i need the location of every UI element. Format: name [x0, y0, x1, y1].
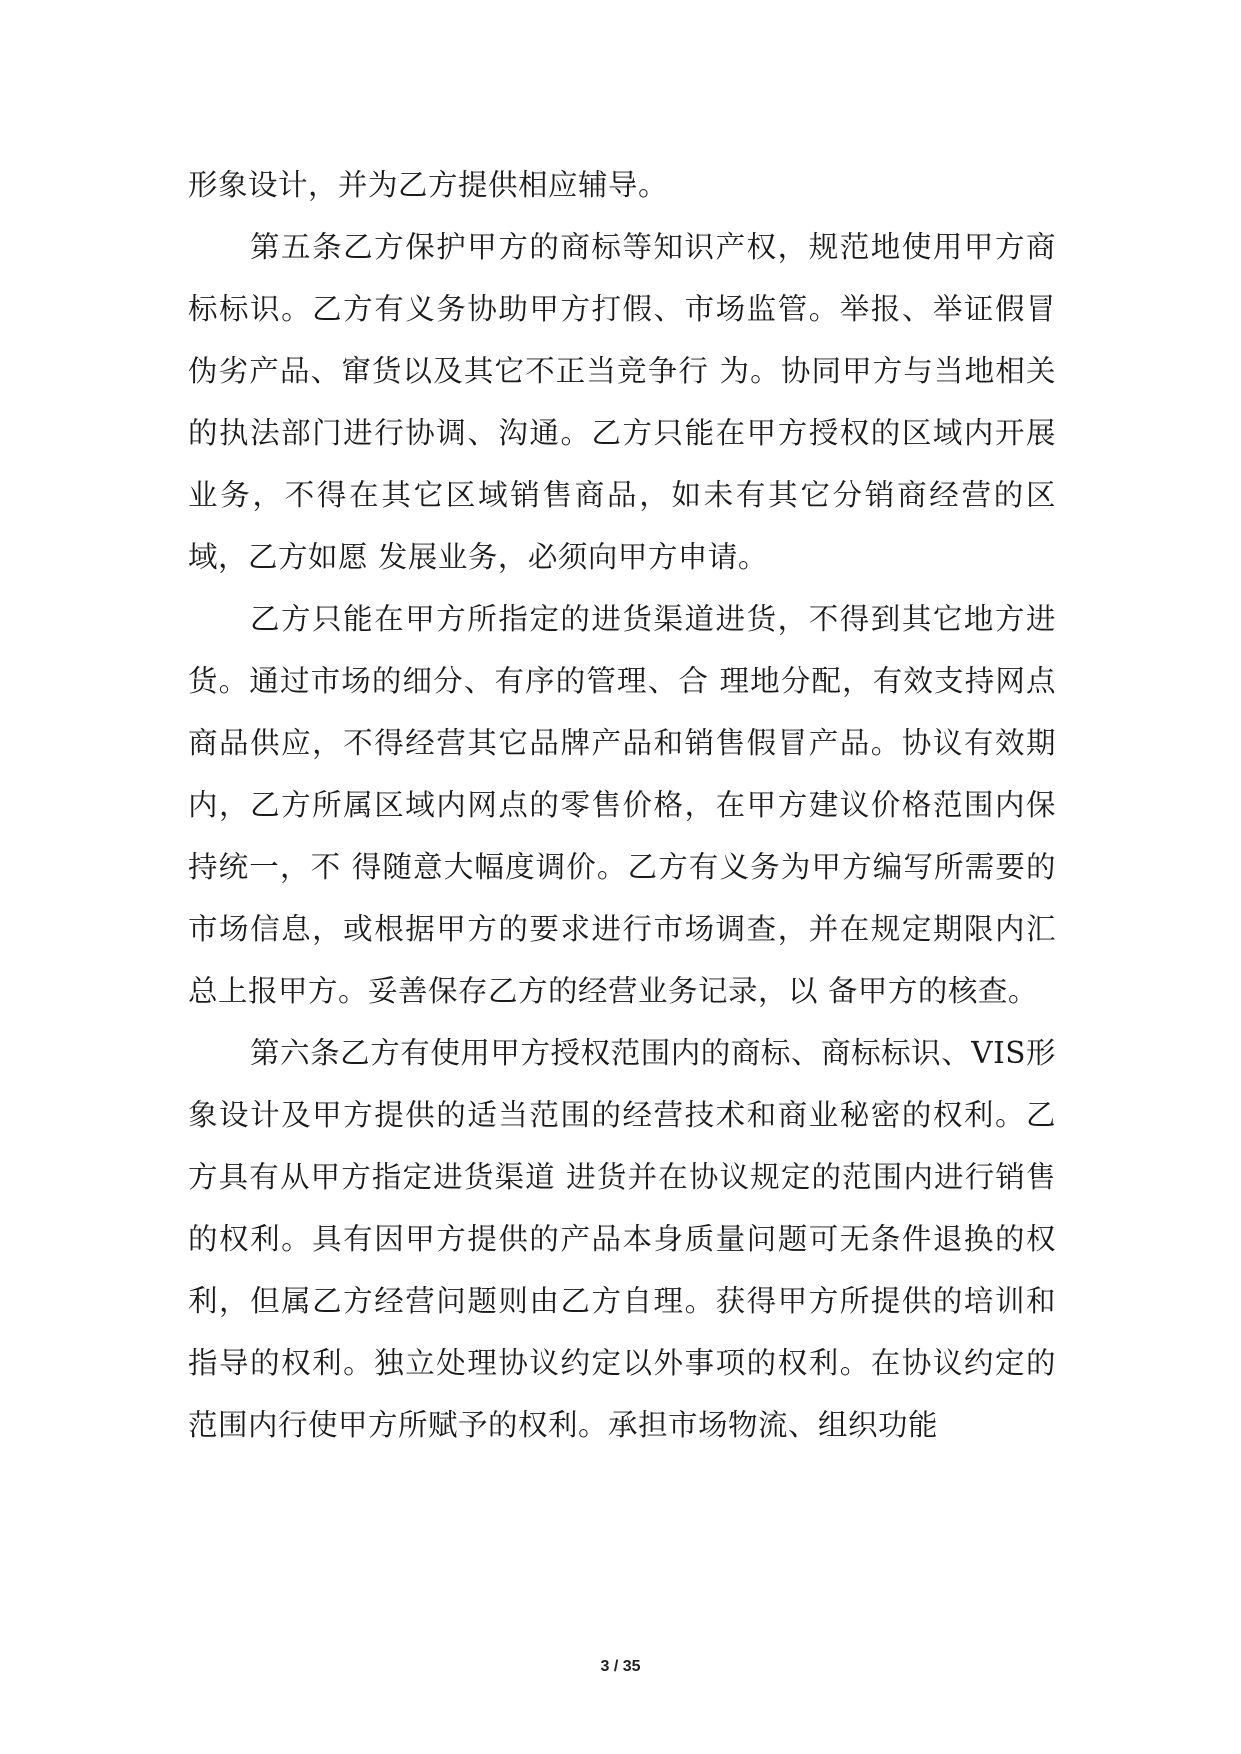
page-number: 3 / 35 [600, 1658, 641, 1675]
paragraph-1: 形象设计，并为乙方提供相应辅导。 [188, 168, 669, 202]
paragraph-3: 乙方只能在甲方所指定的进货渠道进货，不得到其它地方进货。通过市场的细分、有序的管理、合 理地分配，有效支持网点商品供应，不得经营其它品牌产品和销售假冒产品。协议有效期内，乙方所属区域内网点的零售价格，在甲方建议价格范围内保持统一，不 得随意大幅度调价。乙方有义务为甲方编写所需要的市场信息，或根据甲方的要求进行市场调查，并在规定期限内汇总上报甲方。妥善保存乙方的经营业务记录，以 备甲方的核查。 [188, 602, 1056, 1008]
paragraph-2: 第五条乙方保护甲方的商标等知识产权，规范地使用甲方商标标识。乙方有义务协助甲方打假、市场监管。举报、举证假冒伪劣产品、窜货以及其它不正当竞争行 为。协同甲方与当地相关的执法部门进行协调、沟通。乙方只能在甲方授权的区域内开展业务，不得在其它区域销售商品，如未有其它分销商经营的区域，乙方如愿 发展业务，必须向甲方申请。 [188, 230, 1056, 574]
paragraph-4: 第六条乙方有使用甲方授权范围内的商标、商标标识、VIS形象设计及甲方提供的适当范围的经营技术和商业秘密的权利。乙方具有从甲方指定进货渠道 进货并在协议规定的范围内进行销售的权利。具有因甲方提供的产品本身质量问题可无条件退换的权利，但属乙方经营问题则由乙方自理。获得甲方所提供的培训和 指导的权利。独立处理协议约定以外事项的权利。在协议约定的范围内行使甲方所赋予的权利。承担市场物流、组织功能 [188, 1036, 1056, 1442]
body-text [188, 154, 1056, 1456]
